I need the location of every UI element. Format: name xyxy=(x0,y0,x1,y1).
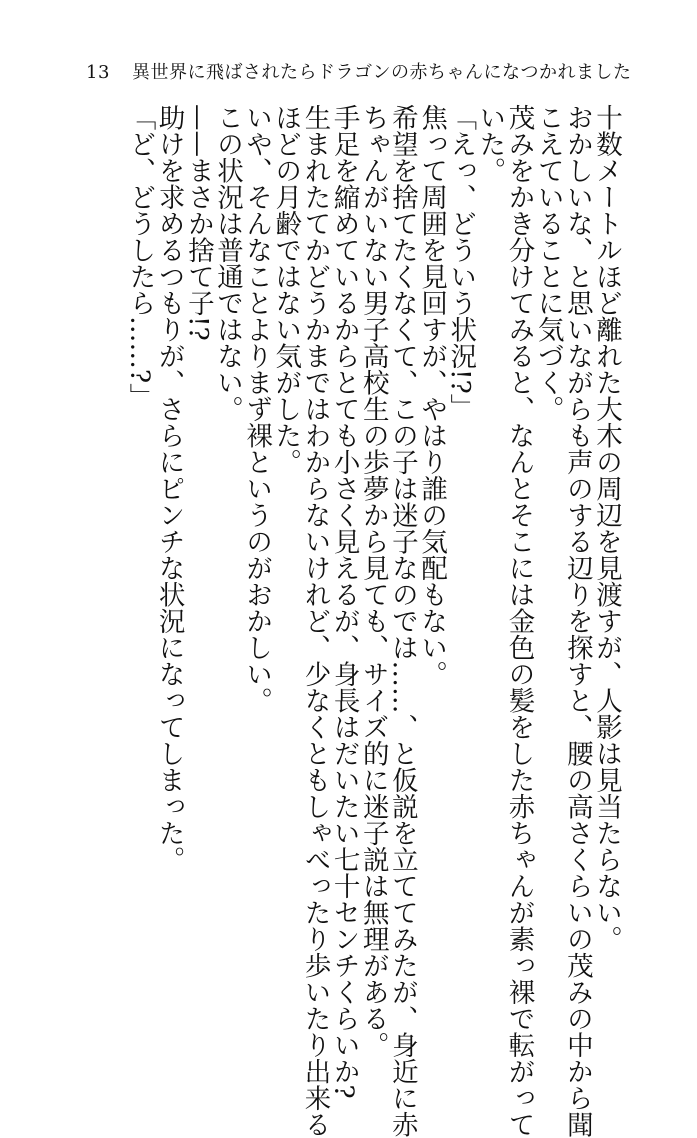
text-line: 助けを求めるつもりが、さらにピンチな状況になってしまった。 xyxy=(153,104,185,873)
text-line: ——まさか捨て子!? xyxy=(182,104,214,341)
text-line: 焦って周囲を見回すが、やはり誰の気配もない。 xyxy=(416,104,448,687)
text-line: 「えっ、どういう状況!?」 xyxy=(445,104,477,421)
text-line: おかしいな、と思いながらも声のする辺りを探すと、腰の高さくらいの茂みの中から聞 xyxy=(561,104,593,1138)
text-line: ちゃんがいない男子高校生の歩夢から見ても、サイズ的に迷子説は無理がある。 xyxy=(357,104,389,1058)
text-line: 「ど、どうしたら……?」 xyxy=(124,104,156,410)
text-line: この状況は普通ではない。 xyxy=(211,104,243,422)
text-line: いた。 xyxy=(474,104,506,184)
page-number: 13 xyxy=(86,62,110,83)
book-title: 異世界に飛ばされたらドラゴンの赤ちゃんになつかれました xyxy=(132,62,632,83)
text-line: いや、そんなことよりまず裸というのがおかしい。 xyxy=(241,104,273,714)
text-line: 希望を捨てたくなくて、この子は迷子なのでは……、と仮説を立ててみたが、身近に赤 xyxy=(386,104,418,1138)
text-line: 手足を縮めているからとても小さく見えるが、身長はだいたい七十センチくらいか? xyxy=(328,104,360,1099)
text-line: ほどの月齢ではない気がした。 xyxy=(270,104,302,475)
text-line: こえていることに気づく。 xyxy=(532,104,564,422)
vertical-body-text xyxy=(124,104,622,1138)
page-header xyxy=(86,58,632,84)
text-line: 生まれたてかどうかまではわからないけれど、少なくともしゃべったり歩いたり出来る xyxy=(299,104,331,1138)
text-line: 茂みをかき分けてみると、なんとそこには金色の髪をした赤ちゃんが素っ裸で転がって xyxy=(503,104,535,1138)
text-line: 十数メートルほど離れた大木の周辺を見渡すが、人影は見当たらない。 xyxy=(591,104,622,952)
